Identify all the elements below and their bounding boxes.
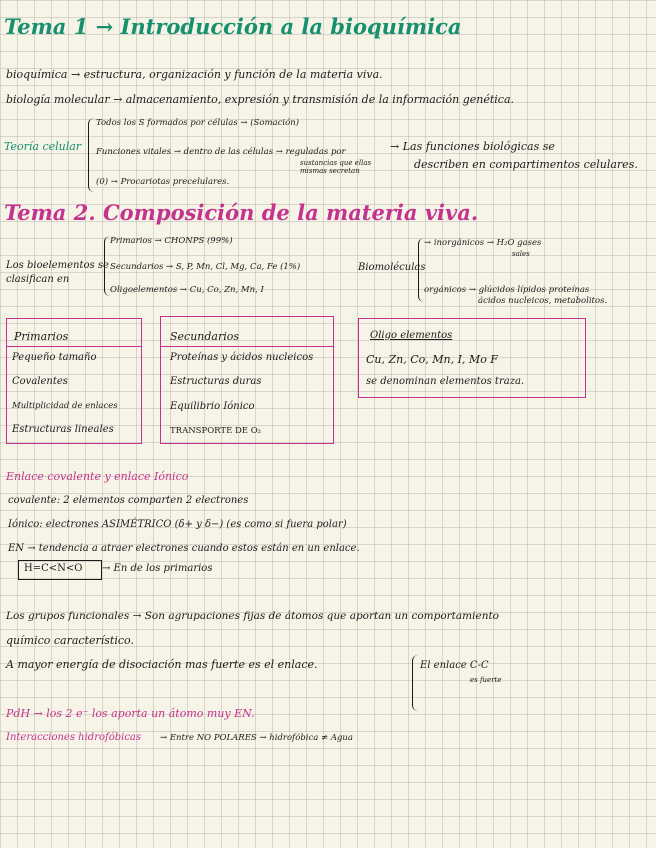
secundarios-item-3: Equilibrio Iónico — [170, 401, 255, 412]
clasif-primarios: Primarios → CHONPS (99%) — [110, 236, 233, 246]
grupos-line-1: Los grupos funcionales → Son agrupaciones fijas de átomos que aportan un comportamiento — [6, 610, 499, 622]
clasif-oligoelementos: Oligoelementos → Cu, Co, Zn, Mn, I — [110, 285, 264, 295]
hidrofobicas-label: Interacciones hidrofóbicas — [6, 732, 142, 743]
enlace-title: Enlace covalente y enlace Iónico — [6, 470, 189, 483]
secundarios-item-2: Estructuras duras — [170, 376, 262, 387]
secundarios-item-4: TRANSPORTE DE O₂ — [170, 426, 262, 436]
teoria-celular-brace — [88, 118, 95, 192]
conclusion-line-1: → Las funciones biológicas se — [390, 140, 555, 153]
teoria-item-2: Funciones vitales → dentro de las células → reguladas por — [96, 147, 346, 157]
secundarios-item-1: Proteínas y ácidos nucleicos — [170, 352, 314, 363]
enlace-cc-2: es fuerte — [470, 676, 502, 684]
enlace-cc-1: El enlace C-C — [420, 660, 489, 671]
box-primarios-title: Primarios — [14, 330, 69, 343]
enlace-ionico: Iónico: electrones ASIMÉTRICO (δ+ y δ−) (es como si fuera polar) — [8, 519, 347, 530]
teoria-celular-label: Teoría celular — [4, 140, 82, 153]
enlace-cc-brace — [412, 655, 419, 711]
teoria-item-3: (0) → Procariotas precelulares. — [96, 177, 230, 187]
box-primarios-divider — [6, 346, 142, 347]
primarios-item-4: Estructuras lineales — [12, 424, 114, 435]
grupos-line-2: químico característico. — [6, 634, 134, 647]
clasif-label-2: clasifican en — [6, 274, 70, 285]
enlace-en: EN → tendencia a atraer electrones cuando estos están en un enlace. — [8, 543, 360, 554]
clasif-secundarios: Secundarios → S, P, Mn, Cl, Mg, Ca, Fe (1%) — [110, 262, 301, 272]
tema2-title: Tema 2. Composición de la materia viva. — [4, 200, 479, 225]
teoria-item-1: Todos los S formados por células → (Somación) — [96, 118, 300, 128]
box-secundarios-title: Secundarios — [170, 330, 240, 343]
clasif-label-1: Los bioelementos se — [6, 260, 109, 271]
biomoleculas-inorganicos: → inorgánicos → H₂O gases — [424, 238, 542, 248]
reguladas-note: sustancias que ellas mismas secretan — [300, 159, 372, 175]
energia-disociacion: A mayor energía de disociación mas fuerte es el enlace. — [6, 658, 318, 671]
oligo-item-2: se denominan elementos traza. — [366, 376, 525, 387]
box-oligo-title: Oligo elementos — [370, 330, 453, 341]
bioquimica-definition: bioquímica → estructura, organización y función de la materia viva. — [6, 68, 383, 81]
biomoleculas-sales: sales — [512, 250, 530, 258]
oligo-item-1: Cu, Zn, Co, Mn, I, Mo F — [366, 353, 498, 366]
formula-note: → En de los primarios — [102, 563, 213, 574]
biomoleculas-organicos-1: orgánicos → glúcidos lípidos proteínas — [424, 285, 590, 295]
box-secundarios-divider — [160, 346, 334, 347]
formula-text: H=C<N<O — [24, 563, 83, 574]
conclusion-line-2: describen en compartimentos celulares. — [414, 158, 638, 171]
primarios-item-1: Pequeño tamaño — [12, 352, 97, 363]
pdh-line: PdH → los 2 e⁻ los aporta un átomo muy EN. — [6, 707, 255, 720]
hidrofobicas-rest: → Entre NO POLARES → hidrofóbica ≠ Agua — [160, 733, 353, 743]
tema1-title: Tema 1 → Introducción a la bioquímica — [4, 14, 462, 39]
primarios-item-3: Multiplicidad de enlaces — [12, 401, 118, 411]
biomoleculas-organicos-2: ácidos nucleicos, metabolitos. — [478, 296, 608, 306]
enlace-covalente: covalente: 2 elementos comparten 2 electrones — [8, 495, 249, 506]
primarios-item-2: Covalentes — [12, 376, 68, 387]
biologia-molecular-definition: biología molecular → almacenamiento, expresión y transmisión de la información genética. — [6, 93, 514, 106]
biomoleculas-label: Biomoléculas — [358, 262, 426, 273]
